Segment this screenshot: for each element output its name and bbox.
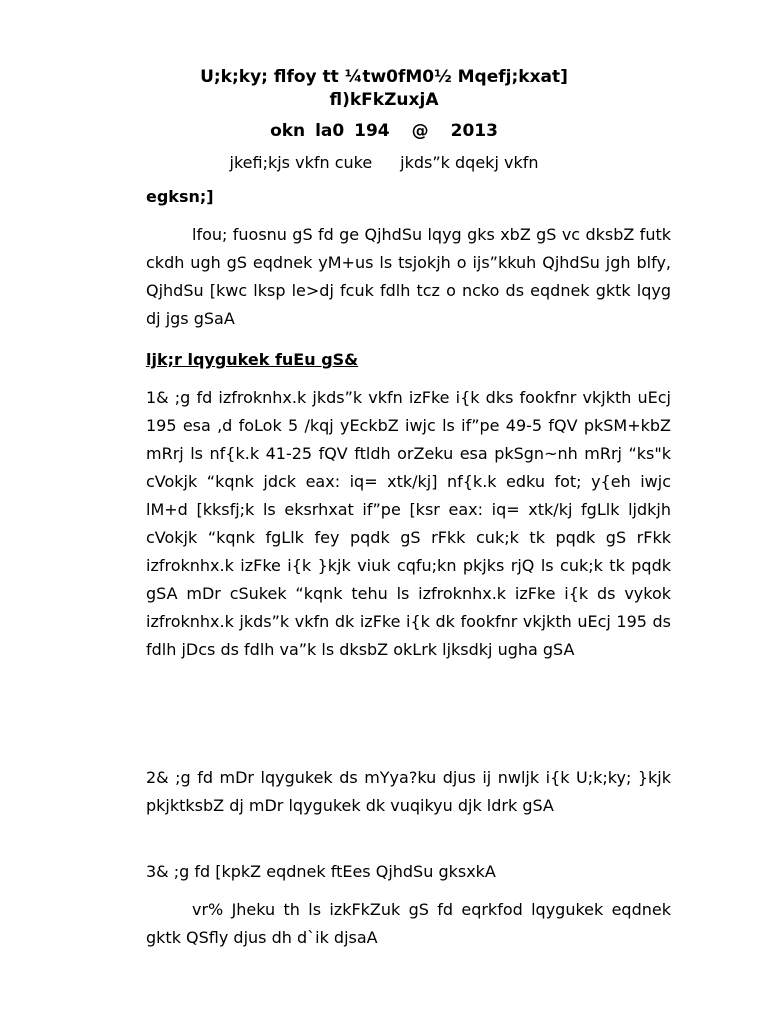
case-number (0, 120, 768, 143)
clause-3: 3& ;g fd [kpkZ eqdnek ftEes QjhdSu gksxkA (146, 862, 496, 881)
case-number-separator: @ (411, 121, 429, 141)
case-number-prefix: okn la0 194 (270, 121, 390, 141)
case-number-year: 2013 (450, 121, 498, 141)
parties-left: jkefi;kjs vkfn cuke (229, 153, 373, 172)
document-title (0, 66, 768, 112)
section-heading: ljk;r lqygukek fuEu gS& (146, 350, 359, 369)
parties-right: jkds”k dqekj vkfn (400, 153, 539, 172)
closing-paragraph: vr% Jheku th ls izkFkZuk gS fd eqrkfod lqygukek eqdnek gktk QSfly djus dh d`ik djsaA (146, 900, 671, 947)
intro-paragraph: lfou; fuosnu gS fd ge QjhdSu lqyg gks xbZ gS vc dksbZ futk ckdh ugh gS eqdnek yM+us ls tsjokjh o ijs”kkuh QjhdSu jgh blfy, QjhdSu [kwc lksp le>dj fcuk fdlh tcz o ncko ds eqdnek gktk lqyg dj jgs gSaA (146, 225, 671, 328)
clause-1: 1& ;g fd izfroknhx.k jkds”k vkfn izFke i{k dks fookfnr vkjkth uEcj 195 esa ,d foLok 5 /kqj yEckbZ iwjc ls if”pe 49-5 fQV pkSM+kbZ mRrj ls nf{k.k 41-25 fQV ftldh orZeku esa pkSgn~nh mRrj “ks"k cVokjk “kqnk jdck eax: iq= xtk/kj] nf{k.k edku fot; y{eh iwjc lM+d [kksfj;k ls eksrhxat if”pe [ksr eax: iq= xtk/kj fgLlk ljdkjh cVokjk “kqnk fgLlk fey pqdk gS rFkk cuk;k tk pqdk gS rFkk izfroknhx.k izFke i{k }kjk viuk cqfu;kn pkjks rjQ ls cuk;k tk pqdk gSA mDr cSukek “kqnk tehu ls izfroknhx.k izFke i{k ds vykok izfroknhx.k jkds”k vkfn dk izFke i{k dk fookfnr vkjkth uEcj 195 ds fdlh jDcs ds fdlh va”k ls dksbZ okLrk ljksdkj ugha gSA (146, 388, 671, 659)
title-line-2: fl)kFkZuxjA (329, 90, 439, 110)
title-line-1: U;k;ky; flfoy tt ¼tw0fM0½ Mqefj;kxat] (200, 67, 568, 87)
salutation: egksn;] (146, 187, 214, 206)
parties-line (0, 152, 768, 174)
clause-2: 2& ;g fd mDr lqygukek ds mYya?ku djus ij nwljk i{k U;k;ky; }kjk pkjktksbZ dj mDr lqygukek dk vuqikyu djk ldrk gSA (146, 768, 671, 815)
